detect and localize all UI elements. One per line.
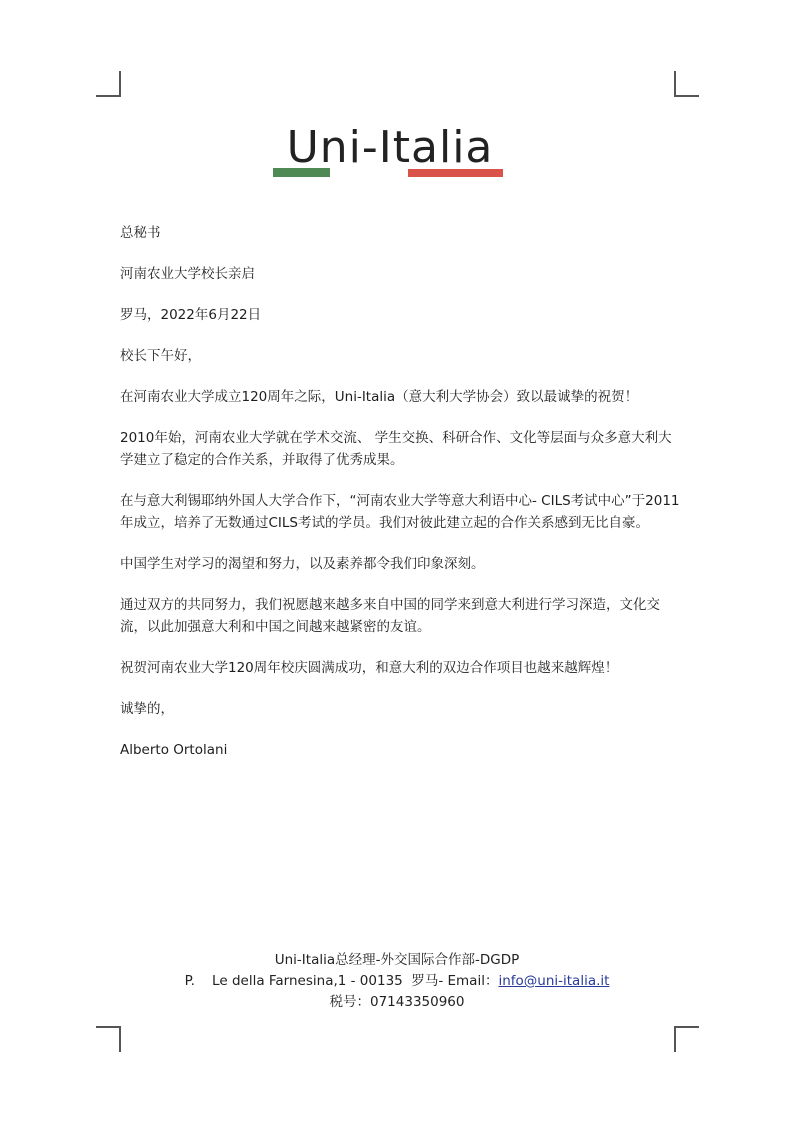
recipient-title: 总秘书 <box>120 225 161 241</box>
footer-address: P. Le della Farnesina,1 - 00135 罗马- Email： <box>184 973 499 989</box>
letter-footer <box>0 950 794 1013</box>
crop-mark-top-left-v <box>119 71 121 97</box>
footer-org-line: Uni-Italia总经理-外交国际合作部-DGDP <box>274 952 520 968</box>
crop-mark-bottom-right-v <box>674 1026 676 1052</box>
footer-email-link[interactable]: info@uni-italia.it <box>498 973 610 989</box>
crop-mark-bottom-left-v <box>119 1026 121 1052</box>
letter-body <box>120 222 680 780</box>
paragraph: 2010年始，河南农业大学就在学术交流、 学生交换、科研合作、文化等层面与众多意大利大学建立了稳定的合作关系，并取得了优秀成果。 <box>120 430 672 468</box>
crop-mark-top-left-h <box>96 95 121 97</box>
crop-mark-top-right-h <box>674 95 699 97</box>
paragraph: 在与意大利锡耶纳外国人大学合作下，“河南农业大学等意大利语中心- CILS考试中心”于2011年成立，培养了无数通过CILS考试的学员。我们对彼此建立起的合作关系感到无比自豪。 <box>120 493 680 531</box>
addressee: 河南农业大学校长亲启 <box>120 266 255 282</box>
footer-address-line <box>0 971 794 992</box>
crop-mark-top-right-v <box>674 71 676 97</box>
crop-mark-bottom-right-h <box>674 1026 699 1028</box>
paragraph: 中国学生对学习的渴望和努力，以及素养都令我们印象深刻。 <box>120 556 485 572</box>
footer-tax-id: 税号：07143350960 <box>329 994 465 1010</box>
closing: 诚挚的， <box>120 701 174 717</box>
paragraph: 祝贺河南农业大学120周年校庆圆满成功，和意大利的双边合作项目也越来越辉煌！ <box>120 660 619 676</box>
place-date: 罗马，2022年6月22日 <box>120 307 262 323</box>
logo-text: Uni-Italia <box>286 122 494 173</box>
signature: Alberto Ortolani <box>120 742 228 758</box>
crop-mark-bottom-left-h <box>96 1026 121 1028</box>
paragraph: 在河南农业大学成立120周年之际，Uni-Italia（意大利大学协会）致以最诚挚的祝贺！ <box>120 389 639 405</box>
paragraph: 通过双方的共同努力，我们祝愿越来越多来自中国的同学来到意大利进行学习深造，文化交流，以此加强意大利和中国之间越来越紧密的友谊。 <box>120 597 660 635</box>
uni-italia-logo <box>270 112 510 184</box>
greeting: 校长下午好， <box>120 348 201 364</box>
